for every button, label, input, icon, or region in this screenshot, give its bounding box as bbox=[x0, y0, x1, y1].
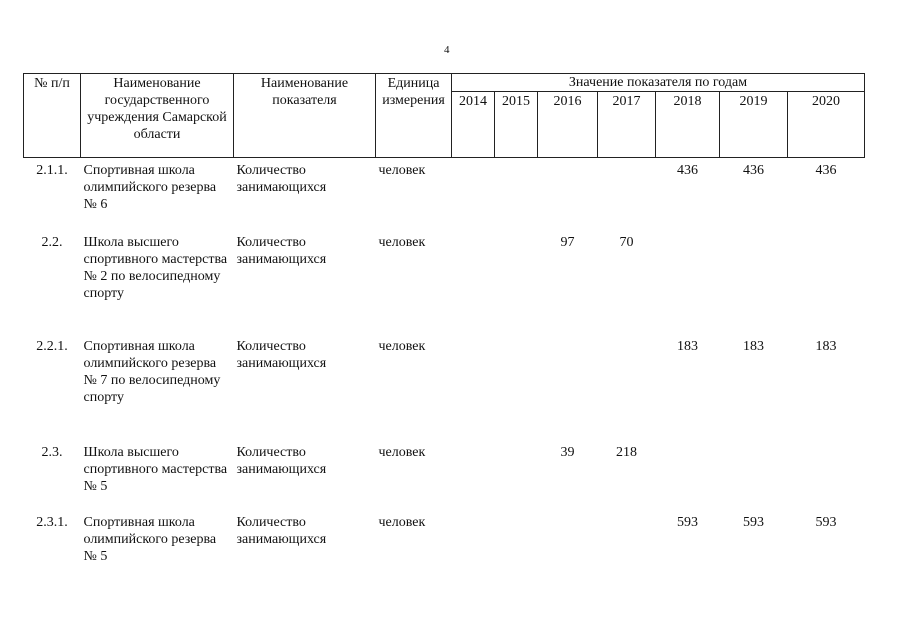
value-cell: 436 bbox=[743, 163, 764, 178]
header-year: 2016 bbox=[538, 92, 598, 158]
value-cell: 183 bbox=[815, 339, 837, 354]
header-year: 2014 bbox=[452, 92, 495, 158]
value-cell bbox=[495, 334, 538, 440]
value-cell bbox=[495, 232, 538, 334]
value-cell bbox=[598, 510, 656, 574]
row-number: 2.3. bbox=[41, 445, 63, 460]
value-cell: 39 bbox=[560, 445, 575, 460]
value-cell: 218 bbox=[616, 445, 637, 460]
value-cell bbox=[598, 158, 656, 233]
value-cell: 436 bbox=[677, 163, 698, 178]
page-number: 4 bbox=[444, 44, 450, 56]
indicator-name: Количество занимающихся bbox=[236, 235, 327, 267]
table-row bbox=[24, 232, 865, 334]
header-institution: Наименование государственного учреждения Самарской области bbox=[81, 74, 234, 158]
header-year: 2019 bbox=[720, 92, 788, 158]
value-cell bbox=[598, 334, 656, 440]
table-row bbox=[24, 510, 865, 574]
header-number: № п/п bbox=[24, 74, 81, 158]
header-year: 2020 bbox=[788, 92, 865, 158]
value-cell: 593 bbox=[815, 515, 837, 530]
value-cell: 183 bbox=[677, 339, 698, 354]
institution-name: Спортивная школа олимпийского резерва № 6 bbox=[83, 163, 217, 212]
value-cell bbox=[452, 232, 495, 334]
indicator-name: Количество занимающихся bbox=[236, 339, 327, 371]
header-indicator: Наименование показателя bbox=[234, 74, 376, 158]
value-cell bbox=[656, 232, 720, 334]
value-cell bbox=[495, 158, 538, 233]
value-cell: 97 bbox=[560, 235, 575, 250]
value-cell bbox=[495, 510, 538, 574]
value-cell bbox=[788, 232, 865, 334]
header-unit: Единица измерения bbox=[376, 74, 452, 158]
header-year: 2017 bbox=[598, 92, 656, 158]
value-cell bbox=[452, 440, 495, 510]
indicator-name: Количество занимающихся bbox=[236, 163, 327, 195]
value-cell: 593 bbox=[677, 515, 698, 530]
indicator-table bbox=[23, 73, 865, 574]
table-row bbox=[24, 334, 865, 440]
value-cell bbox=[538, 510, 598, 574]
value-cell bbox=[538, 158, 598, 233]
unit: человек bbox=[378, 515, 426, 530]
header-values-by-year: Значение показателя по годам bbox=[452, 74, 865, 92]
institution-name: Школа высшего спортивного мастерства № 5 bbox=[83, 445, 228, 494]
unit: человек bbox=[378, 163, 426, 178]
value-cell bbox=[452, 158, 495, 233]
header-year: 2018 bbox=[656, 92, 720, 158]
value-cell: 436 bbox=[815, 163, 837, 178]
table-row bbox=[24, 158, 865, 233]
value-cell bbox=[720, 232, 788, 334]
row-number: 2.2.1. bbox=[36, 339, 68, 354]
value-cell bbox=[538, 334, 598, 440]
value-cell bbox=[656, 440, 720, 510]
indicator-name: Количество занимающихся bbox=[236, 445, 327, 477]
row-number: 2.2. bbox=[41, 235, 63, 250]
institution-name: Спортивная школа олимпийского резерва № 5 bbox=[83, 515, 217, 564]
header-year: 2015 bbox=[495, 92, 538, 158]
table-row bbox=[24, 440, 865, 510]
unit: человек bbox=[378, 235, 426, 250]
institution-name: Спортивная школа олимпийского резерва № 7 по велосипедному спорту bbox=[83, 339, 221, 405]
value-cell: 70 bbox=[619, 235, 634, 250]
value-cell bbox=[452, 510, 495, 574]
institution-name: Школа высшего спортивного мастерства № 2 по велосипедному спорту bbox=[83, 235, 228, 301]
value-cell bbox=[495, 440, 538, 510]
row-number: 2.1.1. bbox=[36, 163, 68, 178]
value-cell: 593 bbox=[743, 515, 764, 530]
unit: человек bbox=[378, 445, 426, 460]
value-cell bbox=[452, 334, 495, 440]
unit: человек bbox=[378, 339, 426, 354]
value-cell bbox=[720, 440, 788, 510]
row-number: 2.3.1. bbox=[36, 515, 68, 530]
value-cell: 183 bbox=[743, 339, 764, 354]
value-cell bbox=[788, 440, 865, 510]
indicator-name: Количество занимающихся bbox=[236, 515, 327, 547]
